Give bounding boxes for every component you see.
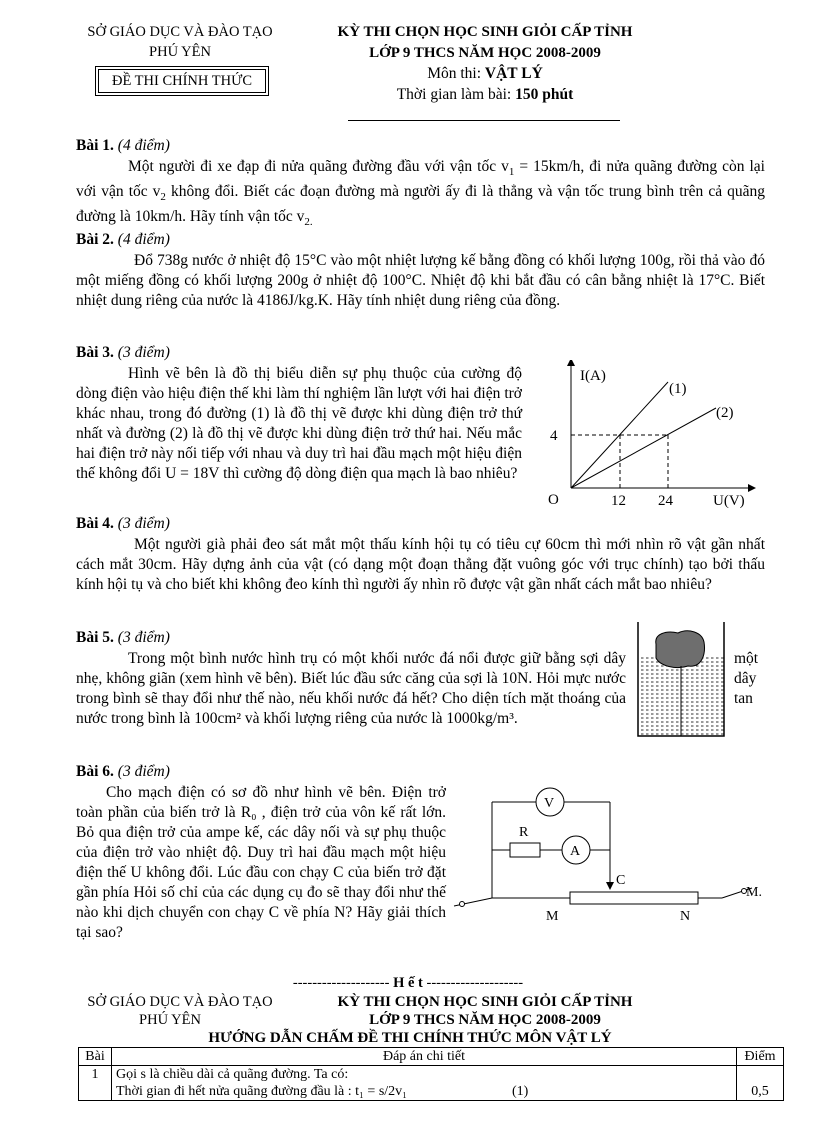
answer-table-header [79,1048,784,1066]
end-dashes-left: -------------------- [292,975,390,991]
end-n-label: N [680,909,691,924]
row-line-2-text: Thời gian đi hết nửa quãng đường đầu là : t₁ = s/2v₁ [116,1084,408,1099]
problem-1-sub-3: 2. [304,216,313,229]
problem-1-heading [76,136,170,156]
time-value: 150 phút [515,86,574,103]
answer-exam-level: LỚP 9 THCS NĂM HỌC 2008-2009 [369,1012,601,1028]
circuit-diagram [452,780,782,930]
col-header-detail: Đáp án chi tiết [112,1048,737,1066]
problem-5-heading [76,628,170,648]
end-text: H ế t [393,975,423,991]
right-m-label: M. [746,885,762,900]
org-line2: PHÚ YÊN [149,44,211,60]
graph-line-2 [571,408,716,488]
answer-table [78,1047,784,1101]
answer-org-line1: SỞ GIÁO DỤC VÀ ĐÀO TẠO [87,994,273,1010]
problem-4-heading [76,514,170,534]
slider-label: C [616,873,626,888]
row-line-1: Gọi s là chiều dài cả quãng đường. Ta có: [116,1067,349,1082]
row-eq-number: (1) [512,1084,529,1099]
origin-label: O [548,492,559,508]
table-row [79,1066,784,1101]
ice-block [656,631,705,668]
answer-org-line2: PHÚ YÊN [139,1012,201,1028]
problem-4-title: Bài 4. [76,515,114,532]
row-score: 0,5 [737,1066,784,1101]
resistor-label: R [519,825,529,840]
x-tick-24: 24 [658,493,673,509]
problem-2-points: (4 điểm) [117,231,170,248]
resistor [510,843,540,857]
ammeter-label: A [570,844,581,859]
problem-1-points: (4 điểm) [117,137,170,154]
col-header-score: Điểm [737,1048,784,1066]
row-num: 1 [79,1066,112,1101]
problem-5-side-word-2: dây [734,670,757,687]
row-detail [112,1066,737,1101]
x-tick-12: 12 [611,493,626,509]
problem-2-heading [76,230,170,250]
problem-6-title: Bài 6. [76,763,114,780]
problem-3-points: (3 điểm) [117,344,170,361]
problem-1-text-c: không đổi. Biết các đoạn đường mà người ấy đi là thẳng và vận tốc trung bình trên cả quãng đường là 10km/h. Hãy tính vận tốc v [76,183,766,226]
problem-4-points: (3 điểm) [117,515,170,532]
end-dashes-right: -------------------- [426,975,524,991]
org-line1: SỞ GIÁO DỤC VÀ ĐÀO TẠO [87,24,273,40]
problem-1-text-a: Một người đi xe đạp đi nửa quãng đường đầu với vận tốc v [128,158,509,175]
guide-title: HƯỚNG DẪN CHẤM ĐỀ THI CHÍNH THỨC MÔN VẬT LÝ [208,1030,612,1046]
voltmeter-label: V [544,796,555,811]
problem-2-text: Đổ 738g nước ở nhiệt độ 15°C vào một nhiệt lượng kế bằng đồng có khối lượng 100g, rồi thả vào đó một miếng đồng có khối lượng 200g ở nhiệt độ 100°C. Nhiệt độ khi bắt đầu có cân bằng nhiệt là 17°C. Biết nhiệt dung riêng của nước là 4186J/kg.K. Hãy tính nhiệt dung riêng của đồng. [76,252,765,309]
problem-2-title: Bài 2. [76,231,114,248]
line-2-label: (2) [716,405,734,421]
problem-6-heading [76,762,170,782]
problem-1-text-b: = 15km/h, đi nửa quãng đường còn lại với vận tốc v [76,158,765,201]
y-axis-label: I(A) [580,368,606,384]
problem-1-text [76,157,765,232]
problem-3-title: Bài 3. [76,344,114,361]
subject-label: Môn thi: [427,65,482,82]
problem-5-points: (3 điểm) [117,629,170,646]
problem-6-points: (3 điểm) [117,763,170,780]
problem-5-text: Trong một bình nước hình trụ có một khối nước đá nổi được giữ bằng sợi dây nhẹ, không giãn (xem hình vẽ bên). Biết lúc đầu sức căng của sợi là 10N. Hỏi mực nước trong bình sẽ thay đổi như thế nào, nếu khối nước đá hết? Cho diện tích mặt thoáng của nước trong bình là 100cm² và khối lượng riêng của nước là 1000kg/m³. [76,650,626,727]
y-tick-4: 4 [550,428,558,444]
exam-level: LỚP 9 THCS NĂM HỌC 2008-2009 [369,45,601,61]
problem-4-text: Một người già phải đeo sát mắt một thấu kính hội tụ có tiêu cự 60cm thì mới nhìn rõ vật gần nhất cách mắt 30cm. Hãy dựng ảnh của vật (có dạng một đoạn thẳng đặt vuông góc với trục chính) tạo bởi thấu kính hội tụ và cho biết khi không đeo kính thì người ấy nhìn rõ được vật gần nhất cách mắt bao nhiêu? [76,536,765,593]
problem-5-title: Bài 5. [76,629,114,646]
col-header-num: Bài [79,1048,112,1066]
header-rule [348,120,620,121]
terminal-left [460,902,465,907]
time-line [300,85,670,104]
subject: VẬT LÝ [484,65,543,82]
iv-graph [538,360,778,510]
problem-1-sub-2: 2 [160,191,166,204]
problem-1-title: Bài 1. [76,137,114,154]
problem-6-text: Cho mạch điện có sơ đồ như hình vẽ bên. Điện trở toàn phần của biến trở là R₀ , điện trở của vôn kế rất lớn. Bỏ qua điện trở của ampe kế, các dây nối và sự phụ thuộc của điện trở vào nhiệt độ. Duy trì hai đầu mạch một hiệu điện thế U không đổi. Lúc đầu con chạy C của biến trở đặt gần phía Hỏi số chỉ của các dụng cụ đo sẽ thay đổi như thế nào khi dịch chuyển con chạy C về phía N? Hãy giải thích tại sao? [76,784,446,941]
exam-title: KỲ THI CHỌN HỌC SINH GIỎI CẤP TỈNH [337,24,633,40]
problem-5-side-word-1: một [734,650,759,667]
time-label: Thời gian làm bài: [396,86,512,103]
problem-5-side-word-3: tan [734,690,753,707]
problem-3-text: Hình vẽ bên là đồ thị biểu diễn sự phụ thuộc của cường độ dòng điện vào hiệu điện thế khi làm thí nghiệm lần lượt với hai điện trở khác nhau, trong đó đường (1) là đồ thị vẽ được khi dùng điện trở thứ nhất và đường (2) là đồ thị vẽ được khi dùng điện trở thứ hai. Nếu mắc hai điện trở này nối tiếp với nhau và duy trì hai đầu mạch một hiệu điện thế không đổi U = 18V thì cường độ dòng điện qua mạch là bao nhiêu? [76,365,522,482]
water-vessel-figure [636,620,726,738]
line-1-label: (1) [669,381,687,397]
problem-3-heading [76,343,170,363]
rheostat [570,892,698,904]
end-marker [200,975,616,992]
problem-1-sub-1: 1 [508,166,515,179]
row-line-2 [116,1083,732,1100]
answer-exam-title: KỲ THI CHỌN HỌC SINH GIỎI CẤP TỈNH [337,994,633,1010]
x-axis-label: U(V) [713,493,745,509]
subject-line [300,64,670,83]
end-m-label: M [546,909,559,924]
official-box: ĐỀ THI CHÍNH THỨC [98,69,266,93]
